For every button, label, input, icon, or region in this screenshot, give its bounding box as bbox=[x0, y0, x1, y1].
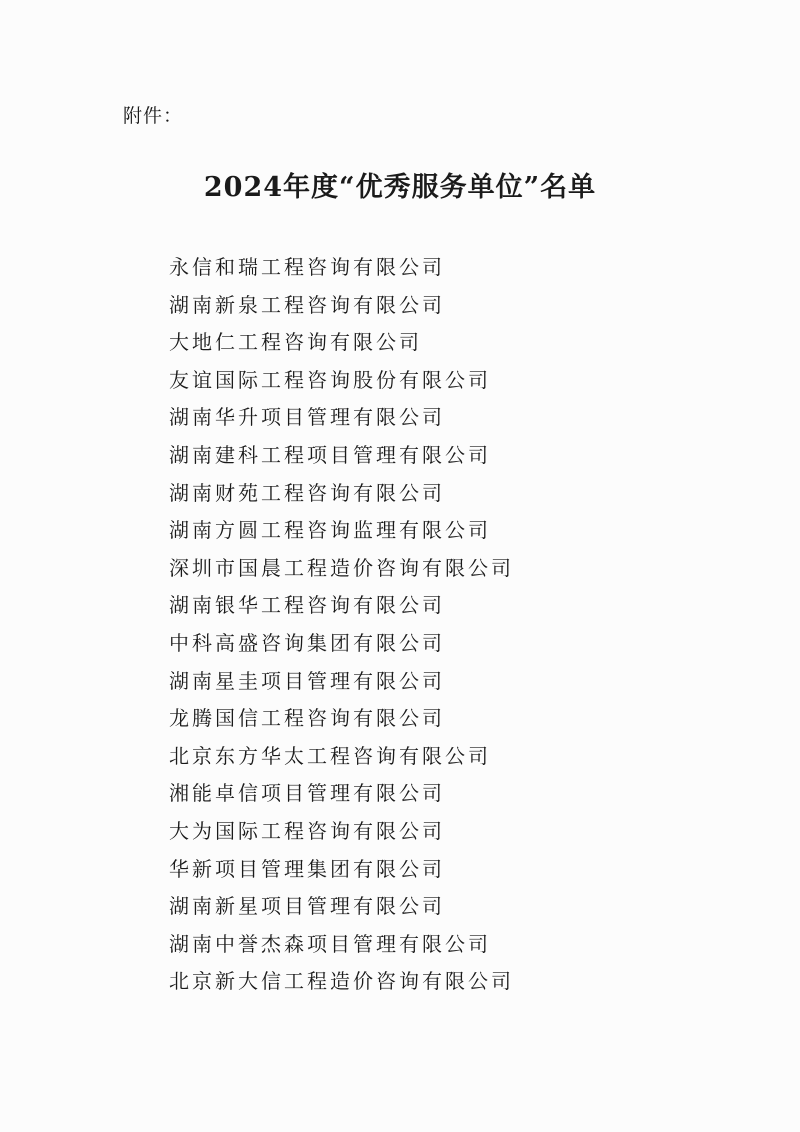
list-item: 湖南银华工程咨询有限公司 bbox=[169, 593, 445, 618]
list-item: 湖南华升项目管理有限公司 bbox=[169, 405, 445, 430]
list-item: 北京东方华太工程咨询有限公司 bbox=[169, 743, 491, 768]
list-item: 湘能卓信项目管理有限公司 bbox=[169, 781, 445, 806]
list-item: 友谊国际工程咨询股份有限公司 bbox=[169, 367, 491, 392]
attachment-label: 附件： bbox=[123, 105, 184, 127]
list-item: 龙腾国信工程咨询有限公司 bbox=[169, 706, 445, 731]
list-item: 湖南新星项目管理有限公司 bbox=[169, 894, 445, 919]
list-item: 深圳市国晨工程造价咨询有限公司 bbox=[169, 555, 514, 580]
list-item: 大为国际工程咨询有限公司 bbox=[169, 818, 445, 843]
list-item: 湖南方圆工程咨询监理有限公司 bbox=[169, 518, 491, 543]
list-item: 湖南星圭项目管理有限公司 bbox=[169, 668, 445, 693]
list-item: 中科高盛咨询集团有限公司 bbox=[169, 630, 445, 655]
list-item: 湖南中誉杰森项目管理有限公司 bbox=[169, 931, 491, 956]
list-item: 湖南新泉工程咨询有限公司 bbox=[169, 292, 445, 317]
page-title: 2024年度“优秀服务单位”名单 bbox=[203, 172, 597, 203]
list-item: 湖南建科工程项目管理有限公司 bbox=[169, 442, 491, 467]
company-list bbox=[169, 249, 514, 1001]
list-item: 大地仁工程咨询有限公司 bbox=[169, 330, 422, 355]
list-item: 北京新大信工程造价咨询有限公司 bbox=[169, 969, 514, 994]
list-item: 永信和瑞工程咨询有限公司 bbox=[169, 255, 445, 279]
list-item: 华新项目管理集团有限公司 bbox=[169, 856, 445, 881]
list-item: 湖南财苑工程咨询有限公司 bbox=[169, 480, 445, 505]
